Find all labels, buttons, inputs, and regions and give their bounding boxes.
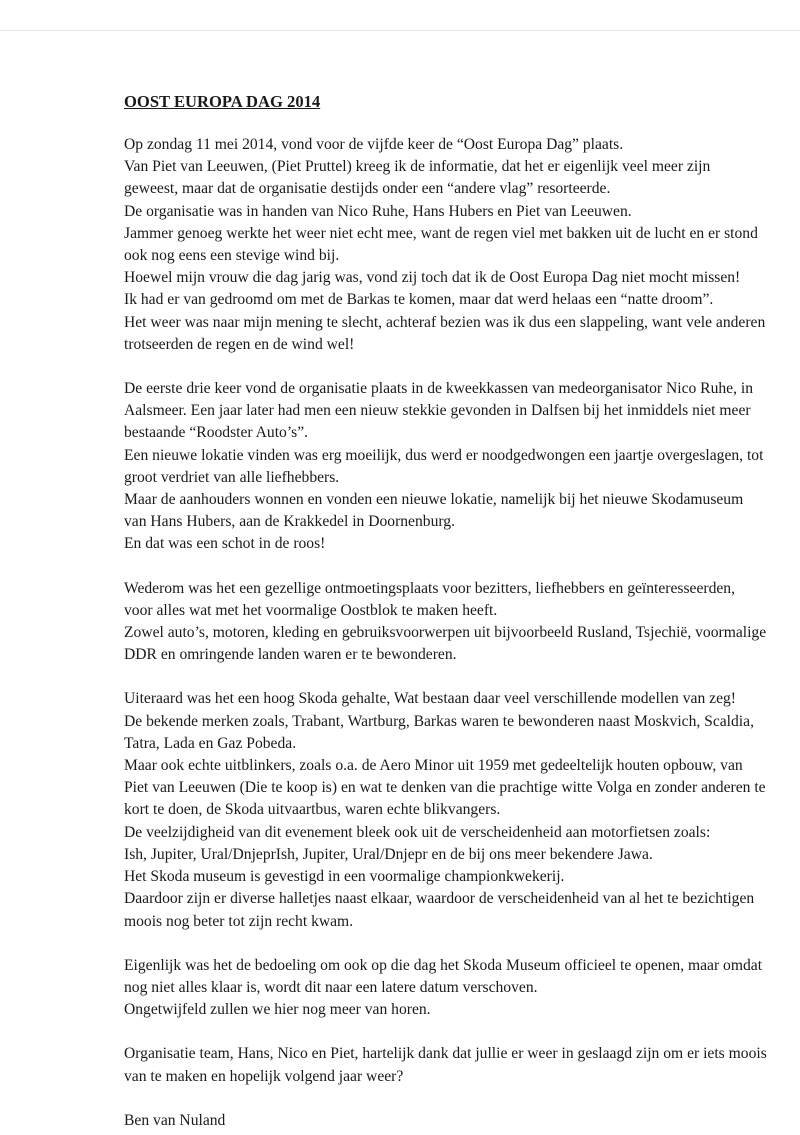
signature: Ben van Nuland [124,1111,226,1129]
letter-document [124,91,800,1132]
paragraph-line: Organisatie team, Hans, Nico en Piet, hartelijk dank dat jullie er weer in geslaagd zijn om er iets moois [124,1045,767,1063]
paragraph-line: nog niet alles klaar is, wordt dit naar een latere datum verschoven. [124,978,538,996]
paragraph [124,134,800,356]
document-body [124,134,800,1088]
paragraph-line: Van Piet van Leeuwen, (Piet Pruttel) kreeg ik de informatie, dat het er eigenlijk veel meer zijn [124,158,711,176]
paragraph-line: De organisatie was in handen van Nico Ruhe, Hans Hubers en Piet van Leeuwen. [124,202,632,220]
paragraph [124,578,800,667]
paragraph-line: bestaande “Roodster Auto’s”. [124,424,309,442]
paragraph-line: ook nog eens een stevige wind bij. [124,247,340,265]
paragraph-line: geweest, maar dat de organisatie destijds onder een “andere vlag” resorteerde. [124,180,611,198]
paragraph-line: voor alles wat met het voormalige Oostblok te maken heeft. [124,601,498,619]
paragraph-line: Aalsmeer. Een jaar later had men een nieuw stekkie gevonden in Dalfsen bij het inmiddels niet meer [124,402,751,420]
document-title: OOST EUROPA DAG 2014 [124,92,321,111]
paragraph-line: Eigenlijk was het de bedoeling om ook op die dag het Skoda Museum officieel te openen, maar omdat [124,956,763,974]
paragraph-line: Ongetwijfeld zullen we hier nog meer van horen. [124,1001,431,1019]
paragraph-line: Zowel auto’s, motoren, kleding en gebruiksvoorwerpen uit bijvoorbeeld Rusland, Tsjechië, voormalige [124,624,767,642]
paragraph-line: moois nog beter tot zijn recht kwam. [124,912,354,930]
paragraph-line: Ik had er van gedroomd om met de Barkas te komen, maar dat werd helaas een “natte droom”. [124,291,714,309]
paragraph-line: groot verdriet van alle liefhebbers. [124,468,340,486]
paragraph [124,1043,800,1087]
paragraph-line: Het weer was naar mijn mening te slecht, achteraf bezien was ik dus een slappeling, want vele anderen [124,313,766,331]
paragraph-line: Uiteraard was het een hoog Skoda gehalte, Wat bestaan daar veel verschillende modellen van zeg! [124,690,736,708]
paragraph [124,378,800,556]
paragraph-line: De bekende merken zoals, Trabant, Wartburg, Barkas waren te bewonderen naast Moskvich, Scaldia, [124,712,754,730]
paragraph-line: De eerste drie keer vond de organisatie plaats in de kweekkassen van medeorganisator Nico Ruhe, in [124,380,754,398]
paragraph-line: Hoewel mijn vrouw die dag jarig was, vond zij toch dat ik de Oost Europa Dag niet mocht missen! [124,269,741,287]
paragraph-line: kort te doen, de Skoda uitvaartbus, waren echte blikvangers. [124,801,501,819]
paragraph-line: En dat was een schot in de roos! [124,535,326,553]
paragraph-line: Piet van Leeuwen (Die te koop is) en wat te denken van die prachtige witte Volga en zonder anderen te [124,779,766,797]
paragraph [124,688,800,932]
paragraph-line: Wederom was het een gezellige ontmoetingsplaats voor bezitters, liefhebbers en geïnteresseerden, [124,579,735,597]
paragraph-line: van Hans Hubers, aan de Krakkedel in Doornenburg. [124,513,455,531]
paragraph [124,955,800,1022]
paragraph-line: Tatra, Lada en Gaz Pobeda. [124,734,297,752]
paragraph-line: Jammer genoeg werkte het weer niet echt mee, want de regen viel met bakken uit de lucht en er stond [124,224,758,242]
paragraph-line: Een nieuwe lokatie vinden was erg moeilijk, dus werd er noodgedwongen een jaartje overgeslagen, tot [124,446,764,464]
paragraph-line: Maar de aanhouders wonnen en vonden een nieuwe lokatie, namelijk bij het nieuwe Skodamuseum [124,491,744,509]
paragraph-line: Het Skoda museum is gevestigd in een voormalige championkwekerij. [124,868,565,886]
paragraph-line: Ish, Jupiter, Ural/DnjeprIsh, Jupiter, Ural/Dnjepr en de bij ons meer bekendere Jawa. [124,845,653,863]
paragraph-line: Op zondag 11 mei 2014, vond voor de vijfde keer de “Oost Europa Dag” plaats. [124,136,624,153]
paragraph-line: Maar ook echte uitblinkers, zoals o.a. de Aero Minor uit 1959 met gedeeltelijk houten opbouw, van [124,757,743,775]
paragraph-line: DDR en omringende landen waren er te bewonderen. [124,646,457,664]
paragraph-line: Daardoor zijn er diverse halletjes naast elkaar, waardoor de verscheidenheid van al het te bezichtigen [124,890,755,908]
paragraph-line: van te maken en hopelijk volgend jaar weer? [124,1067,404,1085]
paragraph-line: De veelzijdigheid van dit evenement bleek ook uit de verscheidenheid aan motorfietsen zoals: [124,823,711,841]
paragraph-line: trotseerden de regen en de wind wel! [124,335,355,353]
scan-edge-line [0,30,800,31]
